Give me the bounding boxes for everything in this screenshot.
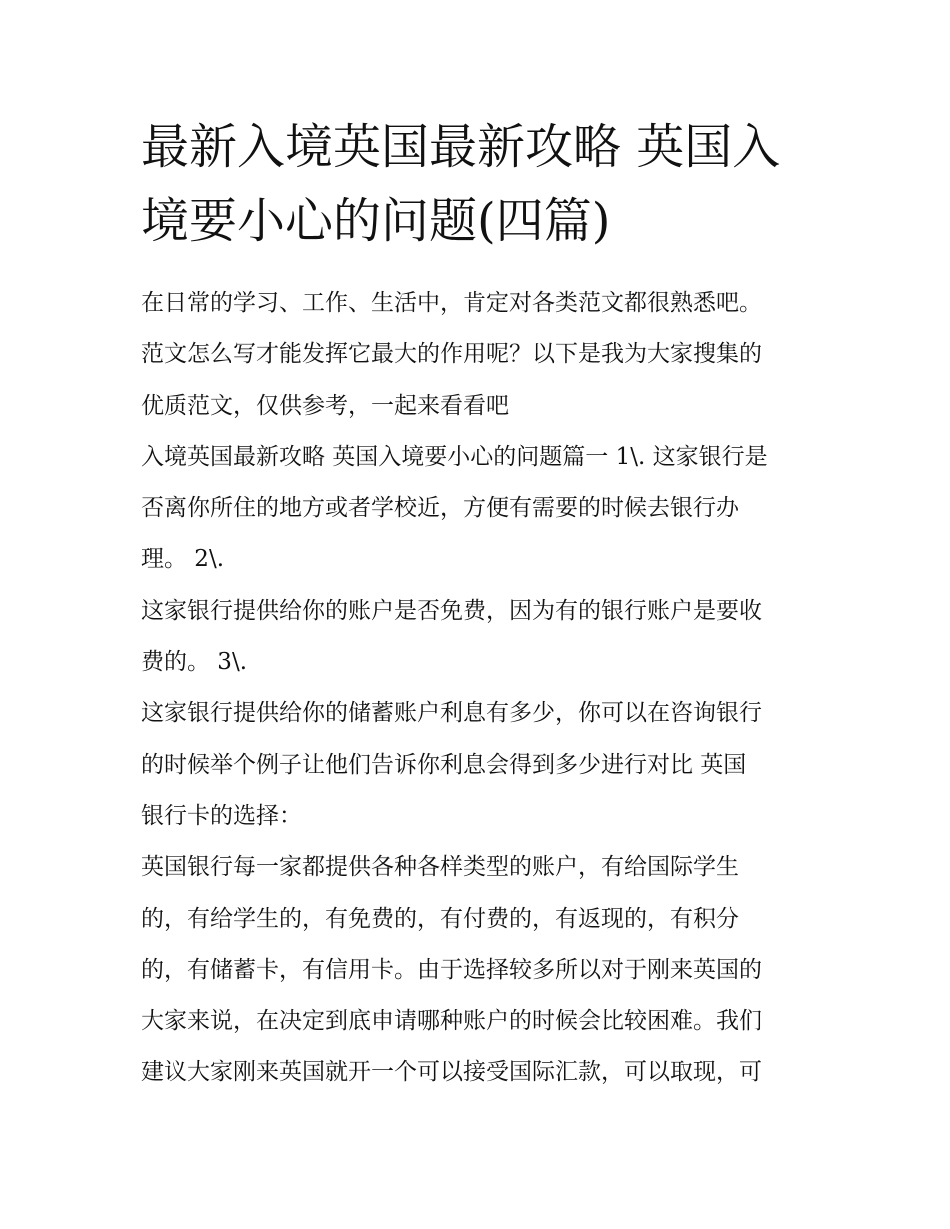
body-line: 否离你所住的地方或者学校近，方便有需要的时候去银行办 (141, 495, 739, 522)
body-line: 建议大家刚来英国就开一个可以接受国际汇款，可以取现，可 (141, 1059, 762, 1086)
document-body (141, 278, 831, 1099)
body-line: 这家银行提供给你的储蓄账户利息有多少，你可以在咨询银行 (141, 700, 762, 727)
body-line: 这家银行提供给你的账户是否免费，因为有的银行账户是要收 (141, 597, 762, 624)
body-line: 的，有储蓄卡，有信用卡。由于选择较多所以对于刚来英国的 (141, 956, 762, 983)
body-line: 费的。 3\. (141, 649, 248, 676)
body-line: 理。 2\. (141, 546, 225, 573)
body-line: 英国银行每一家都提供各种各样类型的账户，有给国际学生 (141, 854, 739, 881)
body-line: 银行卡的选择： (141, 802, 302, 829)
body-line: 的时候举个例子让他们告诉你利息会得到多少进行对比 英国 (141, 751, 747, 778)
document-title (141, 110, 821, 258)
title-line-2: 境要小心的问题(四篇) (141, 193, 611, 249)
body-line: 在日常的学习、工作、生活中，肯定对各类范文都很熟悉吧。 (141, 290, 762, 316)
body-line: 范文怎么写才能发挥它最大的作用呢？以下是我为大家搜集的 (141, 341, 762, 368)
body-line: 入境英国最新攻略 英国入境要小心的问题篇一 1\. 这家银行是 (141, 443, 768, 470)
body-line: 大家来说，在决定到底申请哪种账户的时候会比较困难。我们 (141, 1008, 762, 1035)
title-line-1: 最新入境英国最新攻略 英国入 (141, 119, 781, 175)
body-line: 的，有给学生的，有免费的，有付费的，有返现的，有积分 (141, 905, 739, 932)
body-line: 优质范文，仅供参考，一起来看看吧 (141, 392, 509, 419)
